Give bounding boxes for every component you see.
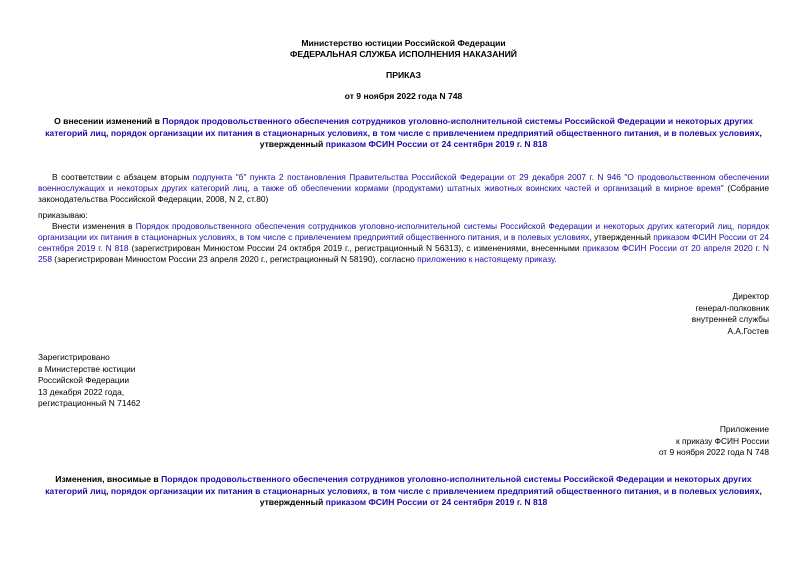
doc-date-number: от 9 ноября 2022 года N 748 [344,91,463,101]
changes-title [38,474,769,509]
changes-title-link-order-818[interactable]: приказом ФСИН России от 24 сентября 2019 г. N 818 [325,497,548,508]
signature-rank: генерал-полковник [695,302,769,313]
ministry-heading: Министерство юстиции Российской Федерации [301,38,506,48]
signature-service: внутренней службы [691,314,769,324]
title-link-procedure[interactable]: Порядок продовольственного обеспечения сотрудников уголовно-исполнительной системы Российской Федерации и некоторых других категорий лиц, порядок организации их питания в стационарных условиях, в том числе с привлечением предприятий общественного питания, и в полевых условиях [45,116,760,138]
appendix-line-1: Приложение [719,424,769,434]
order-word: приказываю: [38,210,88,220]
body-text-4: (зарегистрирован Минюстом России 23 апреля 2020 г., регистрационный N 58190), согласно [51,254,418,264]
registration-block [38,352,140,410]
body-link-procedure[interactable]: Порядок продовольственного обеспечения сотрудников уголовно-исполнительной системы Российской Федерации и некоторых других категорий лиц, порядок организации их питания в стационарных условиях, в том числе с привлечением предприятий общественного питания, и в полевых условиях [38,221,769,242]
signature-name: А.А.Гостев [727,325,769,336]
document-title [45,116,762,151]
registration-line-4: 13 декабря 2022 года, [38,386,125,397]
body-link-order-818[interactable]: приказом ФСИН России от 24 сентября 2019 г. N 818 [38,232,769,253]
body-paragraph [38,221,769,265]
signature-position: Директор [732,291,769,301]
title-link-order-818[interactable]: приказом ФСИН России от 24 сентября 2019 г. N 818 [325,139,548,150]
body-link-appendix[interactable]: приложению к настоящему приказу [417,254,555,264]
changes-title-middle: , утвержденный [259,485,762,508]
body-text-3: (зарегистрирован Минюстом России 24 октября 2019 г., регистрационный N 56313), с изменениями, внесенными [128,243,583,253]
preamble-text-2: (Собрание законодательства Российской Федерации, 2008, N 2, ст.80) [38,183,769,204]
service-heading: ФЕДЕРАЛЬНАЯ СЛУЖБА ИСПОЛНЕНИЯ НАКАЗАНИЙ [290,49,517,59]
preamble-paragraph [38,172,769,205]
body-text-1: Внести изменения в [52,221,136,231]
doc-type-heading: ПРИКАЗ [386,70,421,80]
registration-line-5: регистрационный N 71462 [38,398,141,408]
changes-title-prefix: Изменения, вносимые в [55,474,162,484]
body-text-5: . [554,254,557,264]
title-prefix: О внесении изменений в [54,116,163,126]
title-middle: , утвержденный [259,127,762,150]
body-text-2: , утвержденный [589,232,654,242]
appendix-line-3: от 9 ноября 2022 года N 748 [658,447,769,457]
registration-line-3: Российской Федерации [38,375,130,385]
preamble-link-resolution-946[interactable]: подпункта "б" пункта 2 постановления Правительства Российской Федерации от 29 декабря 2007 г. N 946 "О продовольственном обеспечении военнослужащих и некоторых других категорий лиц, а также об обеспечении кормами (продуктами) штатных животных воинских частей и организаций в мирное время" [38,172,770,193]
appendix-block [659,424,769,459]
appendix-line-2: к приказу ФСИН России [676,435,769,446]
signature-block [692,291,769,337]
preamble-text-1: В соответствии с абзацем вторым [52,172,193,182]
registration-line-2: в Министерстве юстиции [38,363,136,374]
changes-title-link-procedure[interactable]: Порядок продовольственного обеспечения сотрудников уголовно-исполнительной системы Российской Федерации и некоторых других категорий лиц, порядок организации их питания в стационарных условиях, в том числе с привлечением предприятий общественного питания, и в полевых условиях [45,474,760,496]
registration-line-1: Зарегистрировано [38,352,110,362]
body-link-order-258[interactable]: приказом ФСИН России от 20 апреля 2020 г. N 258 [38,243,769,264]
